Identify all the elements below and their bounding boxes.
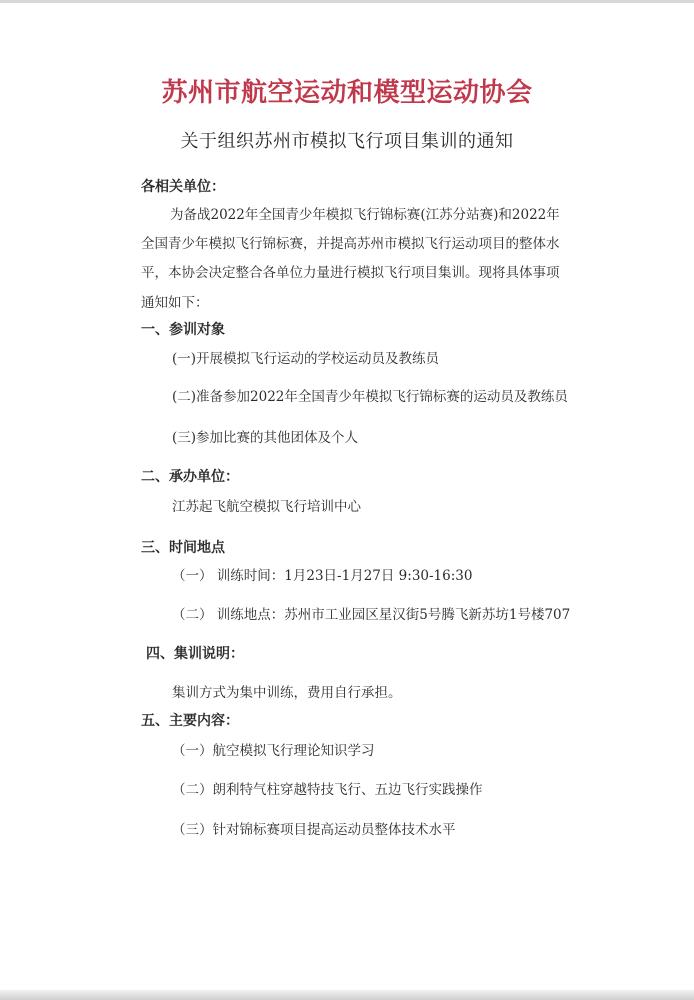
section-5-item-3: （三）针对锦标赛项目提高运动员整体技术水平 <box>172 822 456 838</box>
organization-title: 苏州市航空运动和模型运动协会 <box>161 78 533 108</box>
intro-line-3: 平，本协会决定整合各单位力量进行模拟飞行项目集训。现将具体事项 <box>141 265 560 281</box>
salutation: 各相关单位： <box>141 179 225 195</box>
intro-line-1: 为备战2022年全国青少年模拟飞行锦标赛(江苏分站赛)和2022年 <box>170 207 560 223</box>
section-5-item-2: （二）朗利特气柱穿越特技飞行、五边飞行实践操作 <box>172 782 483 798</box>
intro-line-4: 通知如下： <box>141 295 209 311</box>
section-1-item-3: (三)参加比赛的其他团体及个人 <box>172 430 359 446</box>
section-4-heading: 四、集训说明： <box>146 646 244 662</box>
section-3-heading: 三、时间地点 <box>141 540 225 556</box>
section-4-item-1: 集训方式为集中训练，费用自行承担。 <box>172 685 402 701</box>
section-2-item-1: 江苏起飞航空模拟飞行培训中心 <box>172 499 361 515</box>
scan-bottom-edge <box>0 990 694 1000</box>
section-5-heading: 五、主要内容： <box>141 713 239 729</box>
section-2-heading: 二、承办单位： <box>141 469 239 485</box>
scan-top-edge <box>0 0 694 3</box>
intro-line-2: 全国青少年模拟飞行锦标赛，并提高苏州市模拟飞行运动项目的整体水 <box>141 236 560 252</box>
section-5-item-1: （一）航空模拟飞行理论知识学习 <box>172 743 375 759</box>
section-3-item-2: （二） 训练地点：苏州市工业园区星汉街5号腾飞新苏坊1号楼707 <box>172 607 571 623</box>
section-1-item-2: (二)准备参加2022年全国青少年模拟飞行锦标赛的运动员及教练员 <box>172 389 568 405</box>
section-3-item-1: （一） 训练时间：1月23日-1月27日 9:30-16:30 <box>172 568 473 584</box>
section-1-item-1: (一)开展模拟飞行运动的学校运动员及教练员 <box>172 351 440 367</box>
section-1-heading: 一、参训对象 <box>141 322 225 338</box>
notice-title: 关于组织苏州市模拟飞行项目集训的通知 <box>180 131 514 152</box>
